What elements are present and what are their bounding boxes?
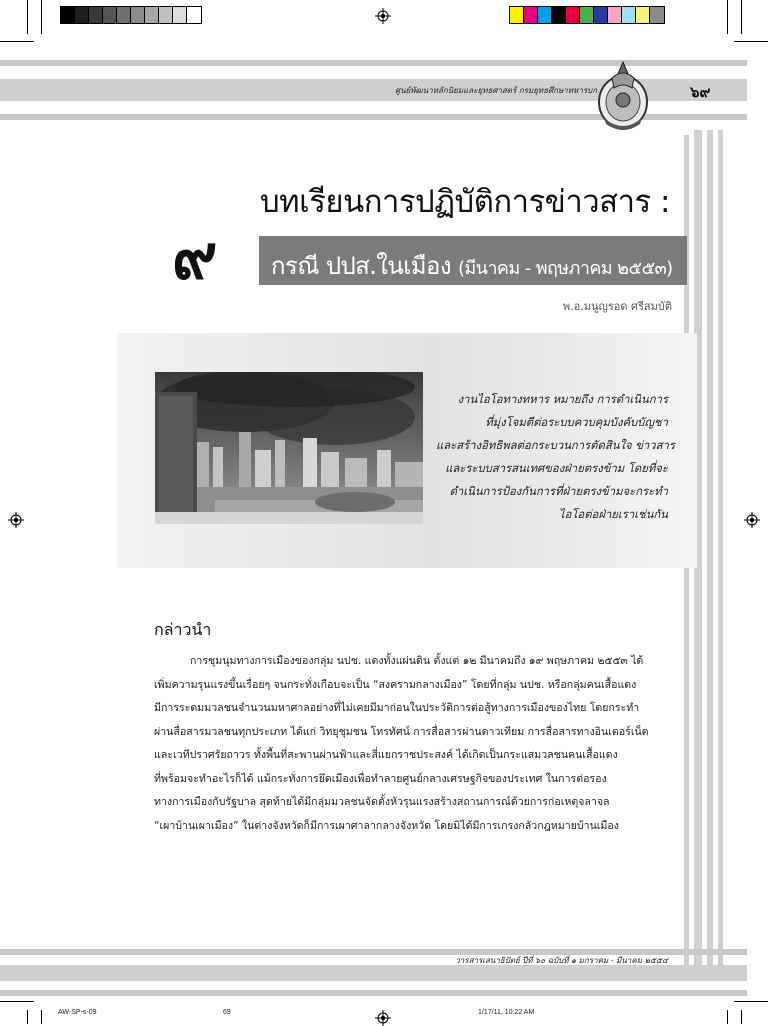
crop-mark — [741, 0, 742, 34]
body-line: มีการระดมมวลชนจำนวนมหาศาลอย่างที่ไม่เคยมีมาก่อนในประวัติการต่อสู้ทางการเมืองของไทย โดยกระทำ — [154, 702, 640, 714]
body-line: ผ่านสื่อสารมวลชนทุกประเภท ได้แก่ วิทยุชุมชน โทรทัศน์ การสื่อสารผ่านดาวเทียม การสื่อสารทางอินเตอร์เน็ต — [154, 725, 649, 738]
body-line: เพิ่มความรุนแรงขึ้นเรื่อยๆ จนกระทั่งเกือบจะเป็น “สงครามกลางเมือง” โดยที่กลุ่ม นปช. หรือกลุ่มคนเสื้อแดง — [154, 678, 637, 691]
color-swatch — [608, 7, 622, 23]
crop-mark — [727, 0, 728, 34]
crop-mark — [41, 1010, 42, 1024]
decorative-rail — [707, 130, 713, 976]
crop-mark — [0, 1001, 34, 1002]
quote-line: งานไอโอทางทหาร หมายถึง การดำเนินการ — [457, 393, 668, 406]
gray-color-bar — [60, 6, 202, 24]
body-line: และเวทีปราศรัยถาวร ทั้งพื้นที่สะพานผ่านฟ้าและสี่แยกราชประสงค์ ได้เกิดเป็นกระแสมวลชนคนเสื้อแดง — [154, 749, 618, 761]
footer-rule — [0, 990, 747, 996]
article-subtitle — [271, 246, 673, 285]
journal-footer: วารสารเสนาธิปัตย์ ปีที่ ๖๐ ฉบับที่ ๑ มกราคม - มีนาคม ๒๕๕๔ — [455, 956, 668, 965]
page-number: ๖๙ — [690, 83, 711, 101]
army-emblem-icon — [592, 58, 654, 134]
slug-file: AW-SP-s-09 — [58, 1009, 97, 1016]
color-swatch — [103, 7, 117, 23]
body-paragraph — [154, 650, 659, 838]
color-swatch — [131, 7, 145, 23]
color-bar — [509, 6, 665, 24]
quote-line: ที่มุ่งโจมตีต่อระบบควบคุมบังคับบัญชา — [485, 416, 668, 429]
color-swatch — [117, 7, 131, 23]
color-swatch — [650, 7, 664, 23]
color-swatch — [636, 7, 650, 23]
article-title: บทเรียนการปฏิบัติการข่าวสาร : — [260, 184, 670, 220]
color-swatch — [159, 7, 173, 23]
quote-line: ดำเนินการป้องกันการที่ฝ่ายตรงข้ามจะกระทำ — [449, 485, 668, 498]
crop-mark — [734, 41, 768, 42]
author-byline: พ.อ.มนูญรอด ศรีสมบัติ — [562, 300, 672, 313]
slug-timestamp: 1/17/11, 10:22 AM — [478, 1009, 535, 1016]
crop-mark — [41, 0, 42, 34]
pull-quote — [436, 388, 675, 526]
crop-mark — [0, 41, 34, 42]
color-swatch — [566, 7, 580, 23]
decorative-rail — [718, 130, 723, 976]
registration-mark-icon — [8, 512, 24, 528]
quote-line: และระบบสารสนเทศของฝ่ายตรงข้าม โดยที่จะ — [445, 462, 668, 475]
section-heading: กล่าวนำ — [154, 620, 212, 639]
crop-mark — [741, 1010, 742, 1024]
color-swatch — [61, 7, 75, 23]
color-swatch — [145, 7, 159, 23]
article-number: ๙ — [172, 220, 214, 293]
color-swatch — [538, 7, 552, 23]
body-line: “เผาบ้านเผาเมือง” ในต่างจังหวัดก็มีการเผาศาลากลางจังหวัด โดยมิได้มีการเกรงกลัวกฎหมายบ้านเมือง — [154, 819, 619, 832]
color-swatch — [524, 7, 538, 23]
color-swatch — [173, 7, 187, 23]
color-swatch — [552, 7, 566, 23]
color-swatch — [187, 7, 201, 23]
color-swatch — [75, 7, 89, 23]
subtitle-main: กรณี ปปส.ในเมือง — [271, 252, 451, 280]
crop-mark — [27, 1010, 28, 1024]
quote-line: ไอโอต่อฝ่ายเราเช่นกัน — [558, 508, 668, 521]
body-line: การชุมนุมทางการเมืองของกลุ่ม นปช. แดงทั้งแผ่นดิน ตั้งแต่ ๑๒ มีนาคมถึง ๑๙ พฤษภาคม ๒๕๕๓ ได้ — [190, 655, 644, 667]
crop-mark — [734, 1001, 768, 1002]
crop-mark — [27, 0, 28, 34]
quote-line: และสร้างอิทธิพลต่อกระบวนการตัดสินใจ ข่าวสาร — [436, 439, 675, 452]
city-smoke-photo — [155, 372, 423, 524]
body-line: ทางการเมืองกับรัฐบาล สุดท้ายได้มีกลุ่มมวลชนจัดตั้งหัวรุนแรงสร้างสถานการณ์ด้วยการก่อเหตุจลาจล — [154, 796, 610, 808]
subtitle-dates: (มีนาคม - พฤษภาคม ๒๕๕๓) — [457, 258, 673, 279]
crop-mark — [727, 1010, 728, 1024]
color-swatch — [89, 7, 103, 23]
registration-mark-icon — [744, 512, 760, 528]
color-swatch — [594, 7, 608, 23]
body-line: ที่พร้อมจะทำอะไรก็ได้ แม้กระทั่งการยึดเมืองเพื่อทำลายศูนย์กลางเศรษฐกิจของประเทศ ในการต่อรอง — [154, 772, 607, 785]
registration-mark-icon — [375, 8, 391, 24]
footer-band — [0, 965, 747, 981]
color-swatch — [622, 7, 636, 23]
color-swatch — [510, 7, 524, 23]
running-title: ศูนย์พัฒนาหลักนิยมและยุทธศาสตร์ กรมยุทธศึกษาทหารบก — [395, 86, 598, 95]
slug-page: 69 — [223, 1009, 231, 1016]
color-swatch — [580, 7, 594, 23]
